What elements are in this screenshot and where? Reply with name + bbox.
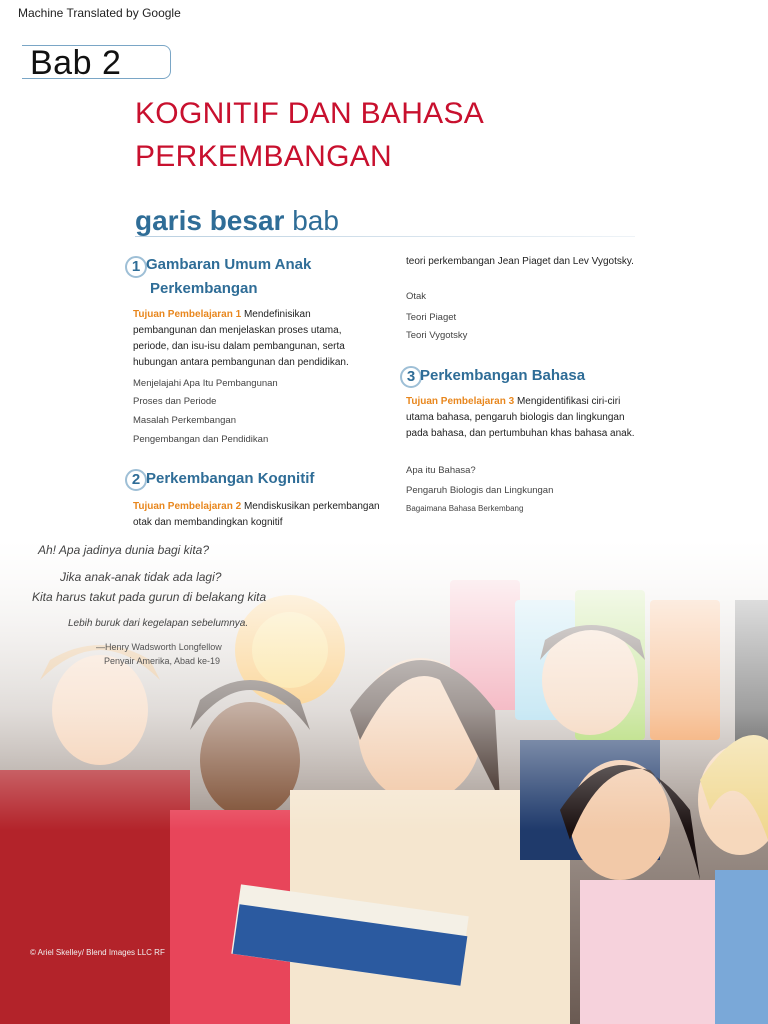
section-2-objective xyxy=(133,499,393,531)
outline-heading-normal: bab xyxy=(292,205,339,236)
section-1-item: Masalah Perkembangan xyxy=(133,415,236,426)
chapter-label: Bab 2 xyxy=(30,44,122,82)
section-3-item: Bagaimana Bahasa Berkembang xyxy=(406,504,524,513)
section-3-item: Pengaruh Biologis dan Lingkungan xyxy=(406,485,554,496)
section-3-objective xyxy=(406,394,666,442)
chapter-title xyxy=(135,92,484,178)
machine-translated-label: Machine Translated by Google xyxy=(18,6,181,20)
section-2-objective-text1: Mendiskusikan perkembangan xyxy=(241,501,380,512)
section-1-title xyxy=(146,253,311,301)
section-2-objective-label: Tujuan Pembelajaran 2 xyxy=(133,501,242,512)
section-3-objective-label: Tujuan Pembelajaran 3 xyxy=(406,396,515,407)
quote-line: Jika anak-anak tidak ada lagi? xyxy=(60,570,222,584)
chapter-title-line2: PERKEMBANGAN xyxy=(135,140,392,173)
section-1-title-line2: Perkembangan xyxy=(150,280,258,297)
chapter-title-line1: KOGNITIF DAN BAHASA xyxy=(135,97,485,130)
section-1-item: Menjelajahi Apa Itu Pembangunan xyxy=(133,378,278,389)
section-3-objective-text3: pada bahasa, dan pertumbuhan khas bahasa anak. xyxy=(406,428,635,439)
quote-line: Ah! Apa jadinya dunia bagi kita? xyxy=(38,543,210,557)
quote-author-description: Penyair Amerika, Abad ke-19 xyxy=(104,656,221,666)
section-3-objective-text1: Mengidentifikasi ciri-ciri xyxy=(514,396,621,407)
section-2-item: Teori Vygotsky xyxy=(406,330,468,341)
outline-heading-bold: garis besar xyxy=(135,205,285,236)
section-3-item: Apa itu Bahasa? xyxy=(406,465,476,476)
quote-line: Kita harus takut pada gurun di belakang kita xyxy=(32,590,267,604)
section-3-title: Perkembangan Bahasa xyxy=(420,367,586,384)
section-3-number: 3 xyxy=(400,366,422,388)
section-1-objective-text3: periode, dan isu-isu dalam pembangunan, serta xyxy=(133,341,345,352)
section-1-objective xyxy=(133,307,383,371)
section-2-item: Teori Piaget xyxy=(406,312,457,323)
section-2-number: 2 xyxy=(125,469,147,491)
section-1-objective-label: Tujuan Pembelajaran 1 xyxy=(133,309,242,320)
outline-heading xyxy=(135,205,339,237)
outline-divider xyxy=(135,236,635,237)
quote-line: Lebih buruk dari kegelapan sebelumnya. xyxy=(68,618,249,629)
section-1-objective-text2: pembangunan dan menjelaskan proses utama, xyxy=(133,325,342,336)
section-1-objective-text4: hubungan antara pembangunan dan pendidikan. xyxy=(133,357,349,368)
section-3-objective-text2: utama bahasa, pengaruh biologis dan lingkungan xyxy=(406,412,625,423)
section-1-item: Pengembangan dan Pendidikan xyxy=(133,434,269,445)
quote-author: —Henry Wadsworth Longfellow xyxy=(96,642,222,652)
section-1-objective-text1: Mendefinisikan xyxy=(241,309,311,320)
section-1-title-line1: Gambaran Umum Anak xyxy=(146,256,312,273)
section-2-objective-text2: otak dan membandingkan kognitif xyxy=(133,517,283,528)
section-2-continuation: teori perkembangan Jean Piaget dan Lev Vygotsky. xyxy=(406,256,634,267)
section-2-item: Otak xyxy=(406,291,427,302)
section-1-item: Proses dan Periode xyxy=(133,396,217,407)
photo-credit: © Ariel Skelley/ Blend Images LLC RF xyxy=(30,948,165,957)
section-2-title: Perkembangan Kognitif xyxy=(146,470,315,487)
section-1-number: 1 xyxy=(125,256,147,278)
